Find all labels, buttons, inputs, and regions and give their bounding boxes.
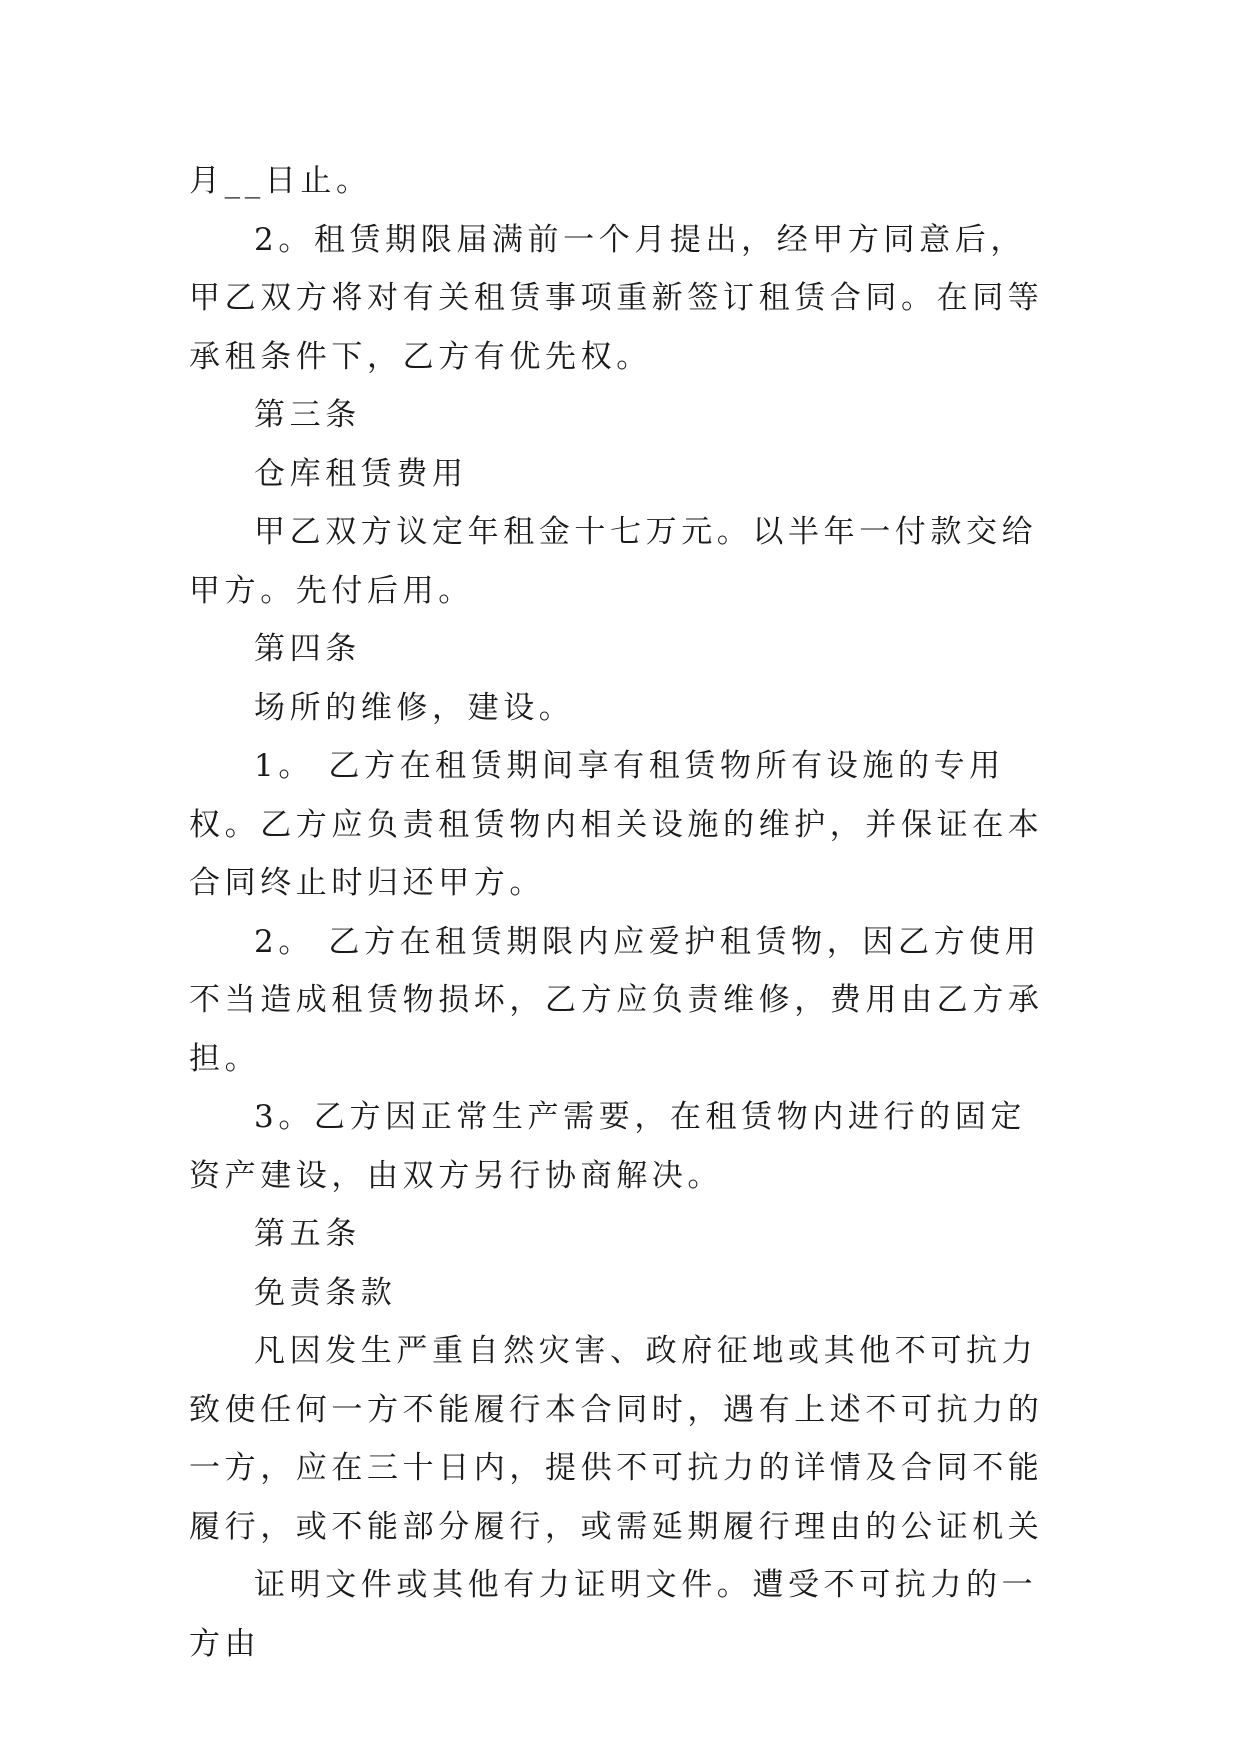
paragraph: 证明文件或其他有力证明文件。遭受不可抗力的一方由	[189, 1567, 1038, 1662]
paragraph: 甲乙双方议定年租金十七万元。以半年一付款交给甲方。先付后用。	[189, 514, 1038, 609]
paragraph: 2。 乙方在租赁期限内应爱护租赁物，因乙方使用不当造成租赁物损坏，乙方应负责维修，费用由乙方承担。	[189, 923, 1044, 1077]
article-title: 仓库租赁费用	[254, 455, 468, 492]
document-body	[189, 152, 1059, 1673]
paragraph: 1。 乙方在租赁期间享有租赁物所有设施的专用权。乙方应负责租赁物内相关设施的维护，并保证在本合同终止时归还甲方。	[189, 748, 1044, 901]
article-heading: 第四条	[254, 631, 361, 667]
article-title: 免责条款	[254, 1274, 397, 1311]
paragraph: 3。乙方因正常生产需要，在租赁物内进行的固定资产建设，由双方另行协商解决。	[189, 1099, 1026, 1194]
paragraph: 月__日止。	[189, 163, 372, 199]
paragraph: 凡因发生严重自然灾害、政府征地或其他不可抗力致使任何一方不能履行本合同时，遇有上述不可抗力的一方，应在三十日内，提供不可抗力的详情及合同不能履行，或不能部分履行，或需延期履行理由的公证机关	[189, 1333, 1044, 1545]
article-heading: 第三条	[254, 397, 361, 433]
article-heading: 第五条	[254, 1216, 361, 1252]
paragraph: 2。租赁期限届满前一个月提出，经甲方同意后，甲乙双方将对有关租赁事项重新签订租赁合同。在同等承租条件下，乙方有优先权。	[189, 221, 1044, 375]
article-title: 场所的维修，建设。	[254, 689, 575, 726]
